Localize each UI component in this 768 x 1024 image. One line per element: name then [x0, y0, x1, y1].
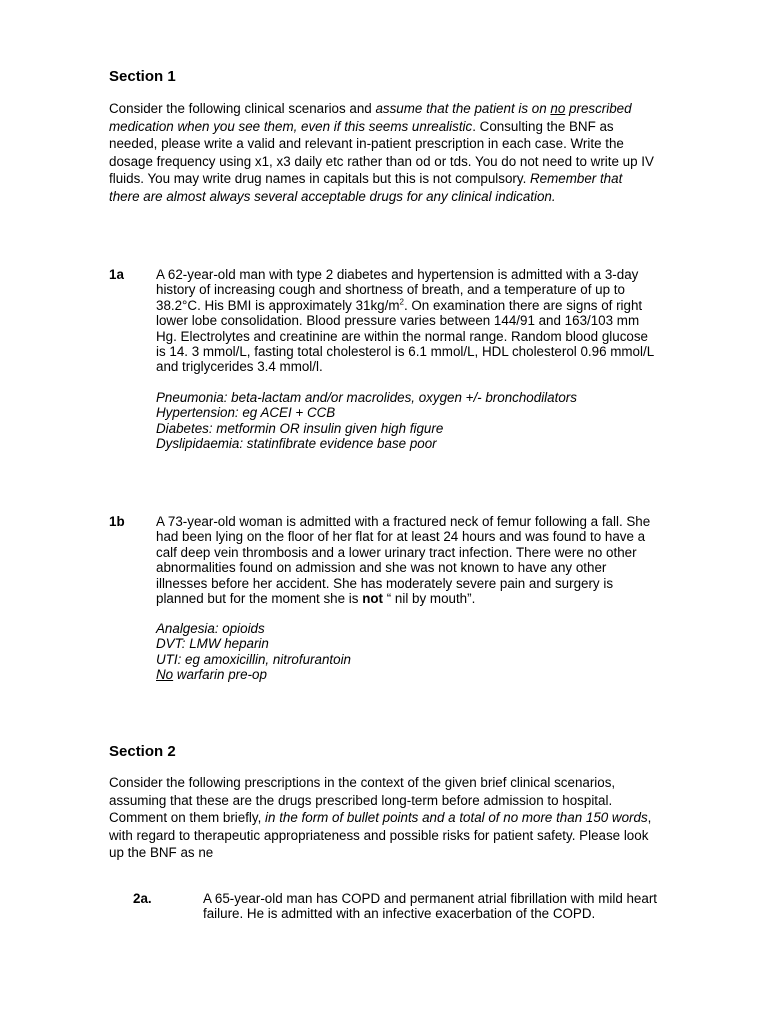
q1b-text-b: “ nil by mouth”.: [383, 591, 476, 607]
section-2-intro: [109, 774, 654, 862]
intro-text-1: Consider the following clinical scenarios and: [109, 101, 376, 116]
section-2-title: Section 2: [109, 743, 176, 760]
intro-text-no: no: [550, 101, 566, 116]
question-1a-answers: [156, 390, 656, 452]
q1a-answer-hypertension: Hypertension: eg ACEI + CCB: [156, 405, 336, 421]
q1a-answer-diabetes: Diabetes: metformin OR insulin given high figure: [156, 420, 444, 436]
s2-intro-text-3: , with regard to therapeutic appropriateness and possible risks for patient safety. Please look up the BNF as ne: [109, 810, 652, 861]
q1b-answer-no: No: [156, 667, 174, 683]
q1a-text-b: . On examination there are signs of right lower lobe consolidation. Blood pressure varies between 144/91 and 163/103 mm Hg. Electrolytes and creatinine are within the normal range. Random blood glucose is 14. 3 mmol/L, fasting total cholesterol is 6.1 mmol/L, HDL cholesterol 0.96 mmol/L and triglycerides 3.4 mmol/l.: [156, 297, 654, 375]
question-2a-number: 2a.: [133, 891, 152, 906]
q1b-answer-uti: UTI: eg amoxicillin, nitrofurantoin: [156, 651, 351, 667]
question-1a-text: [156, 267, 656, 375]
q1b-answer-warfarin-rest: warfarin pre-op: [173, 667, 267, 683]
question-1b-number: 1b: [109, 514, 125, 529]
intro-text-6: Remember that there are almost always several acceptable drugs for any clinical indication.: [109, 171, 623, 204]
intro-text-4: prescribed medication when you see them, even if this seems unrealistic: [109, 101, 632, 134]
question-1b-answers: [156, 621, 656, 683]
q1b-answer-warfarin: [156, 667, 656, 682]
q1a-answer-dyslipidaemia: Dyslipidaemia: statinfibrate evidence base poor: [156, 436, 437, 452]
q1b-answer-dvt: DVT: LMW heparin: [156, 636, 269, 652]
section-1-title: Section 1: [109, 68, 176, 85]
q1b-answer-analgesia: Analgesia: opioids: [156, 621, 265, 636]
q1b-text-a: A 73-year-old woman is admitted with a fractured neck of femur following a fall. She had been lying on the floor of her flat for at least 24 hours and was found to have a calf deep vein thrombosis and a lower urinary tract infection. There were no other abnormalities found on admission and she was not known to have any other illnesses before her accident. She has moderately severe pain and surgery is planned but for the moment she is: [156, 514, 651, 607]
s2-intro-text-1: Consider the following prescriptions in the context of the given brief clinical scenarios, assuming that these are the drugs prescribed long-term before admission to hospital. Comment on them briefly,: [109, 775, 616, 826]
intro-text-2: assume that the patient is on: [375, 101, 551, 116]
q1b-text-bold: not: [362, 591, 384, 607]
q1a-answer-pneumonia: Pneumonia: beta-lactam and/or macrolides, oxygen +/- bronchodilators: [156, 390, 577, 405]
q1a-text-a: A 62-year-old man with type 2 diabetes and hypertension is admitted with a 3-day history of increasing cough and shortness of breath, and a temperature of up to 38.2°C. His BMI is approximately 31kg/m: [156, 267, 639, 313]
question-1b-text: [156, 514, 658, 606]
question-2a-text: A 65-year-old man has COPD and permanent atrial fibrillation with mild heart failure. He is admitted with an infective exacerbation of the COPD.: [203, 891, 658, 922]
question-1a-number: 1a: [109, 267, 124, 282]
section-1-intro: [109, 100, 654, 206]
q1a-superscript: 2: [399, 297, 404, 307]
s2-intro-text-2: in the form of bullet points and a total of no more than 150 words: [265, 810, 648, 826]
intro-text-5: . Consulting the BNF as needed, please write a valid and relevant in-patient prescription in each case. Write the dosage frequency using x1, x3 daily etc rather than od or tds. You do not need to write up IV fluids. You may write drug names in capitals but this is not compulsory.: [109, 118, 654, 187]
